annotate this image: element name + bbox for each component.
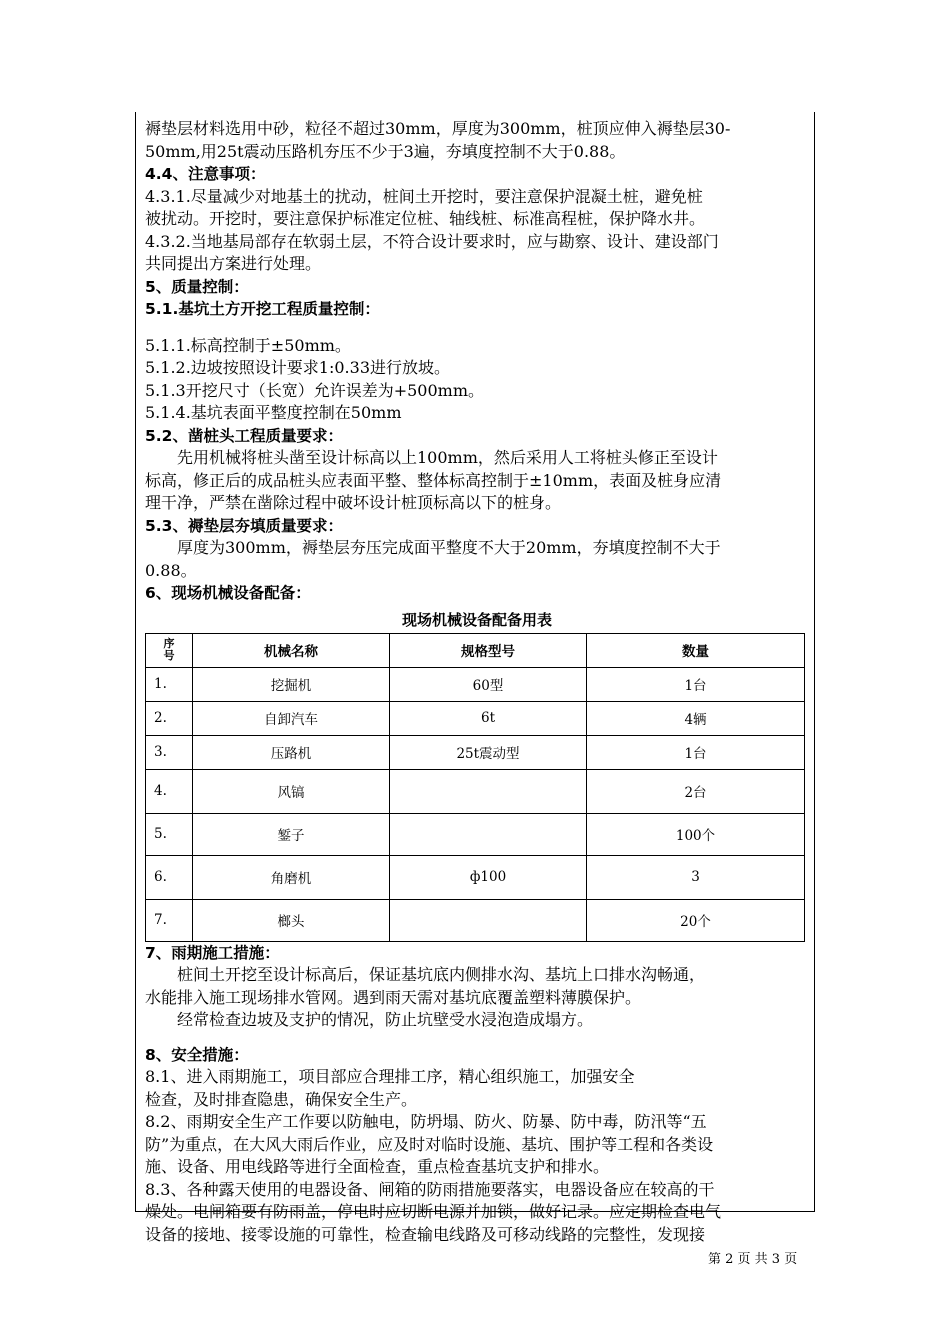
paragraph-line: 理干净，严禁在凿除过程中破坏设计桩顶标高以下的桩身。 [145,493,562,512]
paragraph-line: 检查，及时排查隐患，确保安全生产。 [145,1089,418,1109]
paragraph-line: 厚度为300mm，褥垫层夯压完成面平整度不大于20mm，夯填度控制不大于 [177,538,721,557]
section-heading: 5、质量控制： [145,277,249,296]
paragraph-line: 5.1.2.边坡按照设计要求1:0.33进行放坡。 [145,358,450,377]
section-heading: 5.3、褥垫层夯填质量要求： [145,516,343,535]
header-name: 机械名称 [193,633,390,667]
paragraph-line: 5.1.4.基坑表面平整度控制在50mm [145,403,402,422]
cell-seq: 1. [146,667,193,701]
paragraph-line: 50mm,用25t震动压路机夯压不少于3遍，夯填度控制不大于0.88。 [145,141,626,161]
equipment-table [145,633,805,942]
cell-name: 錾子 [193,813,390,855]
paragraph-line: 防”为重点，在大风大雨后作业，应及时对临时设施、基坑、围护等工程和各类设 [145,1134,714,1154]
paragraph-line: 水能排入施工现场排水管网。遇到雨天需对基坑底覆盖塑料薄膜保护。 [145,987,642,1007]
cell-name: 挖掘机 [193,667,390,701]
page-number: 第 2 页 共 3 页 [708,1252,798,1267]
cell-seq: 4. [146,769,193,813]
cell-qty: 1台 [587,735,805,769]
paragraph-line: 设备的接地、接零设施的可靠性，检查输电线路及可移动线路的完整性，发现接 [145,1224,706,1244]
paragraph-line: 被扰动。开挖时，要注意保护标准定位桩、轴线桩、标准高程桩，保护降水井。 [145,209,706,228]
paragraph-line: 4.3.1.尽量减少对地基土的扰动，桩间土开挖时，要注意保护混凝土桩，避免桩 [145,186,703,206]
paragraph-line: 4.3.2.当地基局部存在软弱土层，不符合设计要求时，应与勘察、设计、建设部门 [145,231,719,251]
cell-seq: 3. [146,735,193,769]
header-qty: 数量 [587,633,805,667]
paragraph-line: 8.1、进入雨期施工，项目部应合理排工序，精心组织施工，加强安全 [145,1067,635,1086]
paragraph-line: 0.88。 [145,560,197,580]
table-body [146,667,805,941]
cell-qty: 2台 [587,769,805,813]
header-seq: 序 号 [146,633,193,667]
cell-seq: 6. [146,855,193,899]
paragraph-line: 褥垫层材料选用中砂，粒径不超过30mm，厚度为300mm，桩顶应伸入褥垫层30- [145,119,731,138]
paragraph-line: 燥处。电闸箱要有防雨盖，停电时应切断电源并加锁，做好记录。应定期检查电气 [145,1202,722,1221]
table-row [146,813,805,855]
table-row [146,855,805,899]
cell-name: 角磨机 [193,855,390,899]
table-row [146,735,805,769]
section-heading: 6、现场机械设备配备： [145,584,311,602]
cell-qty: 20个 [587,899,805,941]
paragraph-line: 5.1.3开挖尺寸（长宽）允许误差为+500mm。 [145,380,485,400]
paragraph-line: 先用机械将桩头凿至设计标高以上100mm，然后采用人工将桩头修正至设计 [177,448,718,467]
cell-spec: 25t震动型 [390,735,587,769]
section-heading: 7、雨期施工措施： [145,943,280,962]
table-row [146,667,805,701]
paragraph-line: 标高，修正后的成品桩头应表面平整、整体标高控制于±10mm，表面及桩身应清 [145,470,722,490]
section-heading: 4.4、注意事项： [145,165,266,183]
table-row [146,701,805,735]
cell-spec: ф100 [390,855,587,899]
table-caption: 现场机械设备配备用表 [401,610,552,629]
paragraph-line: 5.1.1.标高控制于±50mm。 [145,335,351,355]
header-spec: 规格型号 [390,633,587,667]
cell-spec [390,899,587,941]
spacer [145,1032,809,1044]
table-row [146,899,805,941]
paragraph-line: 8.2、雨期安全生产工作要以防触电，防坍塌、防火、防暴、防中毒，防汛等“五 [145,1112,707,1131]
cell-name: 自卸汽车 [193,701,390,735]
paragraph-line: 施、设备、用电线路等进行全面检查，重点检查基坑支护和排水。 [145,1157,610,1176]
section-heading: 8、安全措施： [145,1045,249,1064]
section-heading: 5.1.基坑土方开挖工程质量控制： [145,300,380,318]
cell-name: 风镐 [193,769,390,813]
cell-seq: 5. [146,813,193,855]
cell-name: 压路机 [193,735,390,769]
paragraph-line: 经常检查边坡及支护的情况，防止坑壁受水浸泡造成塌方。 [177,1010,594,1029]
cell-qty: 4辆 [587,701,805,735]
cell-spec: 60型 [390,667,587,701]
cell-spec [390,813,587,855]
paragraph-line: 8.3、各种露天使用的电器设备、闸箱的防雨措施要落实，电器设备应在较高的干 [145,1179,715,1199]
cell-seq: 7. [146,899,193,941]
cell-seq: 2. [146,701,193,735]
paragraph-line: 共同提出方案进行处理。 [145,254,322,273]
cell-qty: 100个 [587,813,805,855]
cell-spec: 6t [390,701,587,735]
paragraph-line: 桩间土开挖至设计标高后，保证基坑底内侧排水沟、基坑上口排水沟畅通， [177,965,706,984]
paragraphs-before-table [145,118,809,605]
cell-qty: 3 [587,855,805,899]
cell-qty: 1台 [587,667,805,701]
cell-name: 榔头 [193,899,390,941]
section-heading: 5.2、凿桩头工程质量要求： [145,426,343,445]
cell-spec [390,769,587,813]
table-row [146,769,805,813]
paragraphs-after-table [145,942,809,1247]
document-body [145,118,809,1246]
